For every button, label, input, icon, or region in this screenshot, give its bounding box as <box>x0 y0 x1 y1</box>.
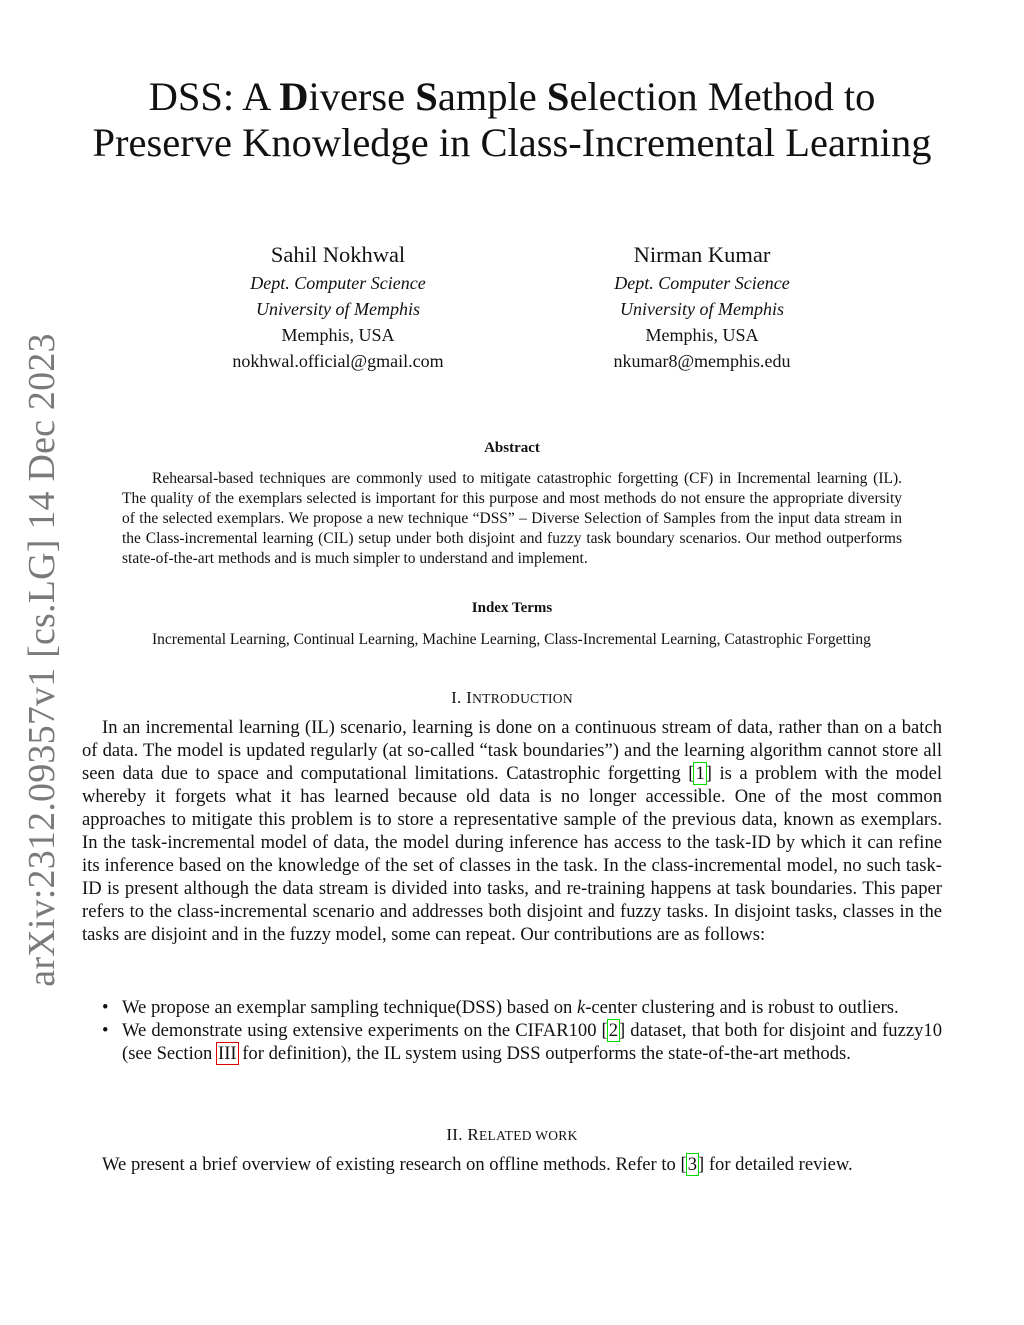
author-name: Sahil Nokhwal <box>270 242 406 267</box>
abstract-text: Rehearsal-based techniques are commonly used to mitigate catastrophic forgetting (CF) in Incremental learning (IL). The quality of the exemplars selected is important for this purpose and most methods do not ensure the appropriate diversity of the selected exemplars. We propose a new technique “DSS” – Diverse Selection of Samples from the input data stream in the Class-incremental learning (CIL) setup under both disjoint and fuzzy task boundary scenarios. Our method outperforms state-of-the-art methods and is much simpler to understand and implement. <box>122 470 902 567</box>
related-work-paragraph: We present a brief overview of existing research on offline methods. Refer to [3] for detailed review. <box>102 1154 853 1175</box>
arxiv-identifier-text: arXiv:2312.09357v1 [cs.LG] 14 Dec 2023 <box>21 333 63 987</box>
author-location: Memphis, USA <box>645 325 759 345</box>
abstract-heading: Abstract <box>484 440 540 456</box>
index-terms-text: Incremental Learning, Continual Learning, Machine Learning, Class-Incremental Learning, Catastrophic Forgetting <box>152 631 871 648</box>
contributions-list <box>82 996 942 1065</box>
paper-title: DSS: A Diverse Sample Selection Method to Preserve Knowledge in Class-Incremental Learning <box>92 74 932 165</box>
introduction-paragraph: In an incremental learning (IL) scenario, learning is done on a continuous stream of data, rather than on a batch of data. The model is updated regularly (at so-called “task boundaries”) and the learning algorithm cannot store all seen data due to space and computational limitations. Catastrophic forgetting [1] is a problem with the model whereby it forgets what it has learned because old data is no longer accessible. One of the most common approaches to mitigate this problem is to store a representative sample of the previous data, known as exemplars. In the task-incremental model of data, the model during inference has access to the task-ID by which it can refine its inference based on the knowledge of the set of classes in the task. In the class-incremental model, no such task-ID is present although the data stream is divided into tasks, and re-training happens at task boundaries. This paper refers to the class-incremental scenario and addresses both disjoint and fuzzy tasks. In disjoint tasks, classes in the tasks are disjoint and in the fuzzy model, some can repeat. Our contributions are as follows: <box>82 717 942 945</box>
author-location: Memphis, USA <box>281 325 395 345</box>
arxiv-identifier-stamp <box>14 333 70 987</box>
author-block-second <box>542 240 862 374</box>
author-university: University of Memphis <box>256 299 420 319</box>
author-university: University of Memphis <box>620 299 784 319</box>
citation-link[interactable]: 2 <box>608 1020 619 1041</box>
list-item: • We propose an exemplar sampling technique(DSS) based on k-center clustering and is robust to outliers. <box>102 997 899 1018</box>
author-department: Dept. Computer Science <box>250 273 426 293</box>
author-department: Dept. Computer Science <box>614 273 790 293</box>
citation-link[interactable]: 1 <box>695 763 705 784</box>
index-terms-heading: Index Terms <box>471 600 553 616</box>
section-reference-link[interactable]: III <box>218 1043 237 1064</box>
author-block-first <box>178 240 498 374</box>
section-heading-introduction: I. INTRODUCTION <box>451 688 573 707</box>
citation-link[interactable]: 3 <box>687 1154 697 1175</box>
author-email[interactable]: nokhwal.official@gmail.com <box>232 351 444 371</box>
section-heading-related-work: II. RELATED WORK <box>446 1125 578 1144</box>
author-name: Nirman Kumar <box>633 242 771 267</box>
author-email[interactable]: nkumar8@memphis.edu <box>613 351 791 371</box>
list-item: • We demonstrate using extensive experiments on the CIFAR100 [2] dataset, that both for disjoint and fuzzy10 (see Section III for definition), the IL system using DSS outperforms the state-of-the-art methods. <box>102 1020 943 1064</box>
